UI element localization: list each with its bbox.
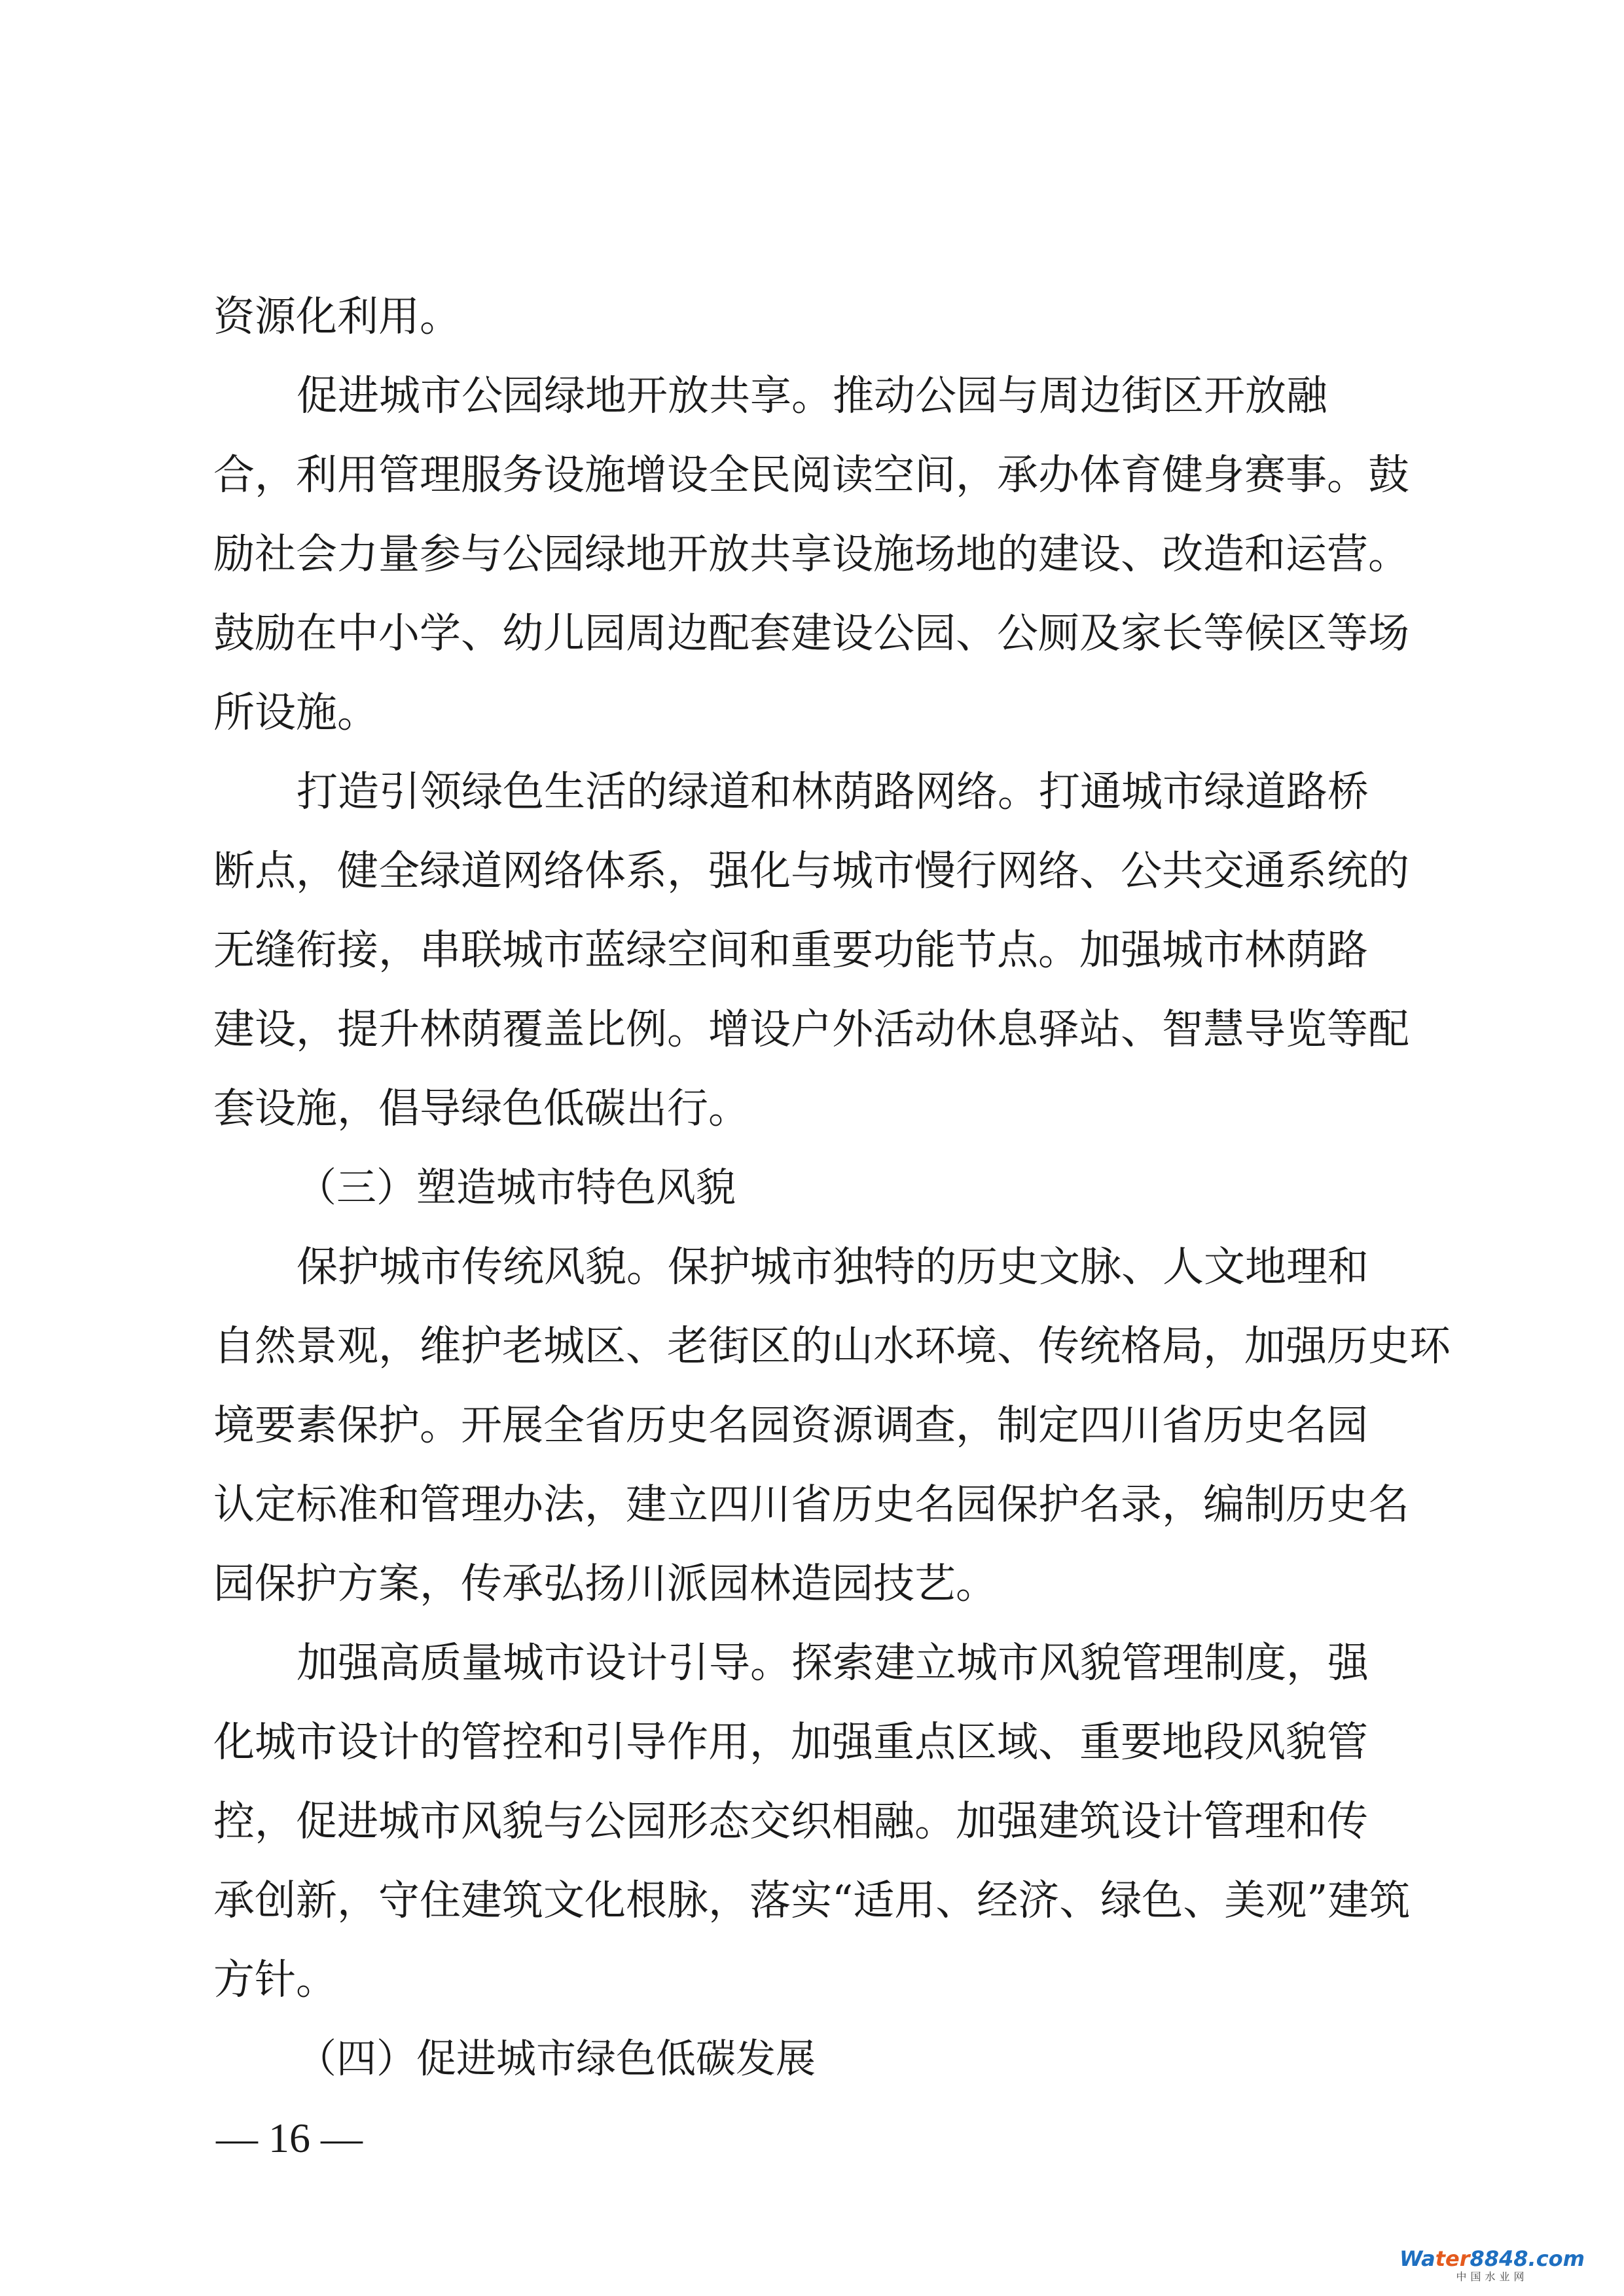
- text-line: 化城市设计的管控和引导作用，加强重点区域、重要地段风貌管: [213, 1718, 1368, 1766]
- text-line: 无缝衔接，串联城市蓝绿空间和重要功能节点。加强城市林荫路: [213, 926, 1368, 974]
- paragraph-start: 促进城市公园绿地开放共享。推动公园与周边街区开放融: [297, 372, 1327, 420]
- text-line: 断点，健全绿道网络体系，强化与城市慢行网络、公共交通系统的: [213, 847, 1409, 895]
- text-line: 园保护方案，传承弘扬川派园林造园技艺。: [213, 1560, 997, 1607]
- paragraph-start: 打造引领绿色生活的绿道和林荫路网络。打通城市绿道路桥: [297, 768, 1369, 816]
- text-line: 控，促进城市风貌与公园形态交织相融。加强建筑设计管理和传: [213, 1797, 1368, 1845]
- text-line: 境要素保护。开展全省历史名园资源调查，制定四川省历史名园: [213, 1401, 1368, 1449]
- text-line: 承创新，守住建筑文化根脉，落实“适用、经济、绿色、美观”建筑: [213, 1876, 1411, 1924]
- text-line: 建设，提升林荫覆盖比例。增设户外活动休息驿站、智慧导览等配: [213, 1005, 1409, 1053]
- page-number: — 16 —: [216, 2115, 363, 2161]
- text-line: 所设施。: [213, 689, 378, 736]
- text-line: 认定标准和管理办法，建立四川省历史名园保护名录，编制历史名: [213, 1480, 1409, 1528]
- section-heading-4: （四）促进城市绿色低碳发展: [297, 2036, 816, 2082]
- watermark-brand: Water8848.com: [1399, 2246, 1585, 2271]
- text-line: 资源化利用。: [213, 293, 461, 340]
- text-line: 方针。: [213, 1956, 337, 2003]
- paragraph-start: 保护城市传统风貌。保护城市独特的历史文脉、人文地理和: [297, 1243, 1369, 1291]
- text-line: 套设施，倡导绿色低碳出行。: [213, 1085, 749, 1132]
- text-line: 鼓励在中小学、幼儿园周边配套建设公园、公厕及家长等候区等场: [213, 609, 1409, 657]
- text-line: 合，利用管理服务设施增设全民阅读空间，承办体育健身赛事。鼓: [213, 451, 1409, 499]
- section-heading-3: （三）塑造城市特色风貌: [297, 1164, 736, 1211]
- paragraph-start: 加强高质量城市设计引导。探索建立城市风貌管理制度，强: [297, 1639, 1369, 1687]
- watermark-subtitle: 中国水业网: [1456, 2270, 1528, 2283]
- watermark-logo: [1399, 2248, 1585, 2282]
- text-line: 自然景观，维护老城区、老街区的山水环境、传统格局，加强历史环: [213, 1322, 1451, 1370]
- text-line: 励社会力量参与公园绿地开放共享设施场地的建设、改造和运营。: [213, 530, 1409, 578]
